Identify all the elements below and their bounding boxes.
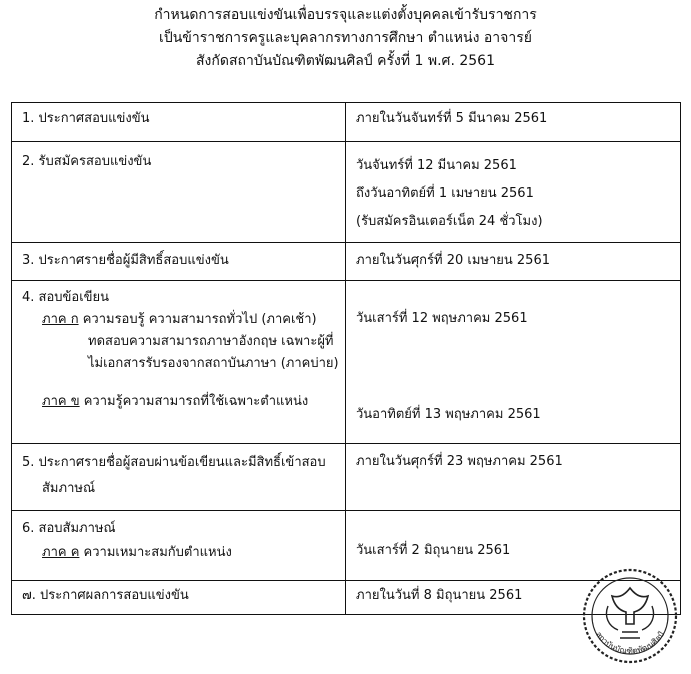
title-line-1: กำหนดการสอบแข่งขันเพื่อบรรจุและแต่งตั้งบุคคลเข้ารับราชการ <box>154 7 537 23</box>
table-row <box>12 281 681 444</box>
event-cell <box>12 243 346 281</box>
event-date: ภายในวันที่ 8 มิถุนายน 2561 <box>356 588 523 603</box>
event-cell <box>12 511 346 581</box>
title-line-3: สังกัดสถาบันบัณฑิตพัฒนศิลป์ ครั้งที่ 1 พ.ศ. 2561 <box>196 53 495 69</box>
event-cell <box>12 581 346 615</box>
event-date: วันเสาร์ที่ 2 มิถุนายน 2561 <box>356 543 511 558</box>
part-a-text: ไม่เอกสารรับรองจากสถาบันภาษา (ภาคบ่าย) <box>88 356 339 371</box>
part-c-label: ภาค ค <box>42 545 80 560</box>
event-cell <box>12 142 346 243</box>
official-seal-stamp <box>578 566 682 670</box>
event-date-note: (รับสมัครอินเตอร์เน็ต 24 ชั่วโมง) <box>356 214 543 229</box>
table-row <box>12 142 681 243</box>
garuda-emblem-icon <box>612 588 648 624</box>
event-date: ถึงวันอาทิตย์ที่ 1 เมษายน 2561 <box>356 186 534 201</box>
table-row <box>12 444 681 511</box>
event-label: 2. รับสมัครสอบแข่งขัน <box>22 154 152 169</box>
event-date: วันอาทิตย์ที่ 13 พฤษภาคม 2561 <box>356 407 541 422</box>
part-a-text: ความรอบรู้ ความสามารถทั่วไป (ภาคเช้า) <box>78 312 317 327</box>
part-b-text: ความรู้ความสามารถที่ใช้เฉพาะตำแหน่ง <box>79 394 309 409</box>
table-row <box>12 243 681 281</box>
date-cell <box>346 142 681 243</box>
event-date: วันจันทร์ที่ 12 มีนาคม 2561 <box>356 158 517 173</box>
event-label: 5. ประกาศรายชื่อผู้สอบผ่านข้อเขียนและมีสิทธิ์เข้าสอบ <box>22 455 326 470</box>
garuda-wings-icon <box>606 606 653 630</box>
event-label: 6. สอบสัมภาษณ์ <box>22 521 116 536</box>
table-row <box>12 103 681 142</box>
event-label: สัมภาษณ์ <box>42 481 96 496</box>
event-date: วันเสาร์ที่ 12 พฤษภาคม 2561 <box>356 311 528 326</box>
event-date: ภายในวันจันทร์ที่ 5 มีนาคม 2561 <box>356 111 548 126</box>
part-a-text: ทดสอบความสามารถภาษาอังกฤษ เฉพาะผู้ที่ <box>88 334 334 349</box>
date-cell <box>346 103 681 142</box>
event-label: ๗. ประกาศผลการสอบแข่งขัน <box>22 588 189 603</box>
event-date: ภายในวันศุกร์ที่ 20 เมษายน 2561 <box>356 253 550 268</box>
date-cell <box>346 243 681 281</box>
event-cell <box>12 444 346 511</box>
event-label: 1. ประกาศสอบแข่งขัน <box>22 111 150 126</box>
part-a-label: ภาค ก <box>42 312 79 327</box>
schedule-table <box>11 102 681 615</box>
part-c <box>22 541 337 565</box>
date-cell <box>346 444 681 511</box>
seal-text: สถาบันบัณฑิตพัฒนศิลป์ <box>593 630 667 656</box>
part-a <box>22 309 337 331</box>
event-label: 3. ประกาศรายชื่อผู้มีสิทธิ์สอบแข่งขัน <box>22 253 229 268</box>
part-b <box>22 391 337 413</box>
event-date: ภายในวันศุกร์ที่ 23 พฤษภาคม 2561 <box>356 454 563 469</box>
document-title <box>0 4 691 73</box>
event-label: 4. สอบข้อเขียน <box>22 290 110 305</box>
event-cell <box>12 281 346 444</box>
part-b-label: ภาค ข <box>42 394 80 409</box>
event-cell <box>12 103 346 142</box>
date-cell <box>346 281 681 444</box>
seal-base-lines <box>620 632 640 638</box>
title-line-2: เป็นข้าราชการครูและบุคลากรทางการศึกษา ตำแหน่ง อาจารย์ <box>159 30 532 46</box>
part-c-text: ความเหมาะสมกับตำแหน่ง <box>79 545 232 560</box>
